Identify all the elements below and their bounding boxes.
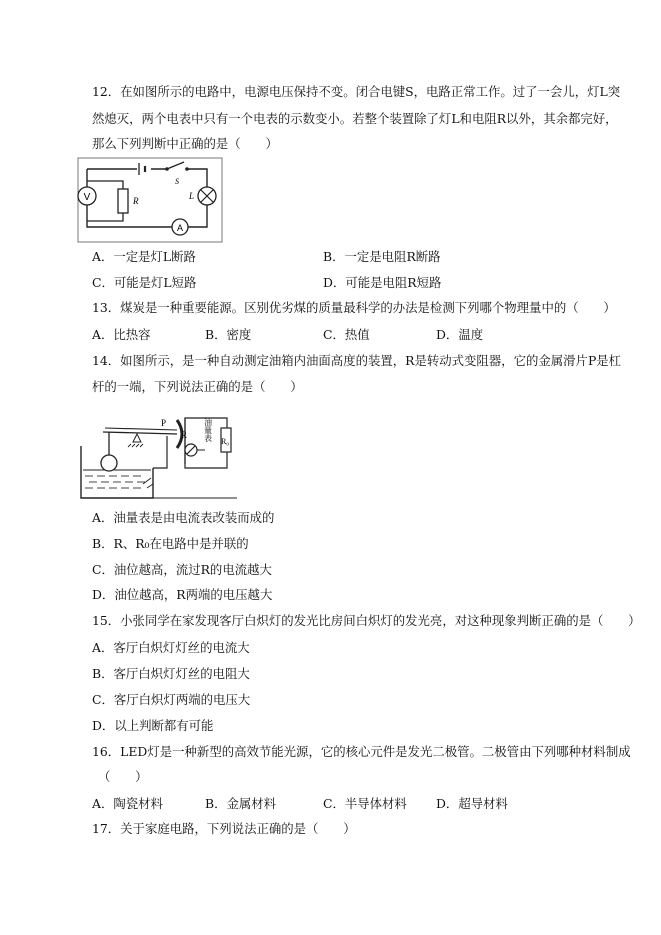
q15-option-b[interactable]: B．客厅白炽灯灯丝的电阻大 (92, 666, 250, 681)
q14-stem-line1: 14．如图所示，是一种自动测定油箱内油面高度的装置，R是转动式变阻器，它的金属滑片P是杠 (92, 353, 622, 368)
q12-stem-line3: 那么下列判断中正确的是（ ） (92, 136, 278, 151)
voltmeter-label: V (83, 192, 91, 203)
q14-option-d[interactable]: D．油位越高，R两端的电压越大 (92, 587, 273, 602)
q14-option-a[interactable]: A．油量表是由电流表改装而成的 (92, 510, 275, 525)
q16-option-a[interactable]: A．陶瓷材料 (92, 796, 163, 811)
q12-option-d[interactable]: D．可能是电阻R短路 (323, 275, 442, 290)
oil-meter-label: 油量表 (203, 418, 213, 442)
q16-option-c[interactable]: C．半导体材料 (323, 796, 407, 811)
q13-stem: 13．煤炭是一种重要能源。区别优劣煤的质量最科学的办法是检测下列哪个物理量中的（ ） (92, 300, 616, 315)
q12-stem-line2: 然熄灭，两个电表中只有一个电表的示数变小。若整个装置除了灯L和电阻R以外，其余都完好， (92, 111, 618, 126)
q13-option-d[interactable]: D．温度 (436, 327, 484, 342)
ammeter-label: A (176, 223, 184, 233)
q12-option-c[interactable]: C．可能是灯L短路 (92, 275, 197, 290)
slider-label: P (161, 418, 167, 428)
variable-resistor-label: R (181, 430, 188, 440)
q16-option-b[interactable]: B．金属材料 (205, 796, 277, 811)
q15-stem: 15．小张同学在家发现客厅白炽灯的发光比房间白炽灯的发光亮，对这种现象判断正确的是（ ） (92, 613, 641, 628)
q15-option-d[interactable]: D．以上判断都有可能 (92, 718, 214, 733)
q13-option-c[interactable]: C．热值 (323, 327, 370, 342)
r0-label: R₀ (220, 437, 230, 446)
q14-option-b[interactable]: B．R、R₀在电路中是并联的 (92, 536, 249, 551)
q14-oil-gauge-diagram (77, 406, 240, 500)
q16-option-d[interactable]: D．超导材料 (436, 796, 508, 811)
switch-label: S (175, 177, 179, 186)
q16-stem-line1: 16．LED灯是一种新型的高效节能光源，它的核心元件是发光二极管。二极管由下列哪种材料制成 (92, 744, 631, 759)
q14-stem-line2: 杆的一端，下列说法正确的是（ ） (92, 379, 303, 394)
q12-stem-line1: 12．在如图所示的电路中，电源电压保持不变。闭合电键S，电路正常工作。过了一会儿，灯L突 (92, 84, 621, 99)
q15-option-a[interactable]: A．客厅白炽灯灯丝的电流大 (92, 640, 250, 655)
resistor-label: R (133, 196, 139, 206)
q12-option-a[interactable]: A．一定是灯L断路 (92, 249, 196, 264)
q16-stem-line2: （ ） (98, 769, 148, 784)
q13-option-a[interactable]: A．比热容 (92, 327, 151, 342)
q17-stem: 17．关于家庭电路，下列说法正确的是（ ） (92, 821, 356, 836)
q13-option-b[interactable]: B．密度 (205, 327, 252, 342)
lamp-label: L (189, 191, 195, 201)
q15-option-c[interactable]: C．客厅白炽灯两端的电压大 (92, 692, 251, 707)
q12-option-b[interactable]: B．一定是电阻R断路 (323, 249, 441, 264)
q12-circuit-diagram (77, 157, 223, 243)
q14-option-c[interactable]: C．油位越高，流过R的电流越大 (92, 562, 272, 577)
